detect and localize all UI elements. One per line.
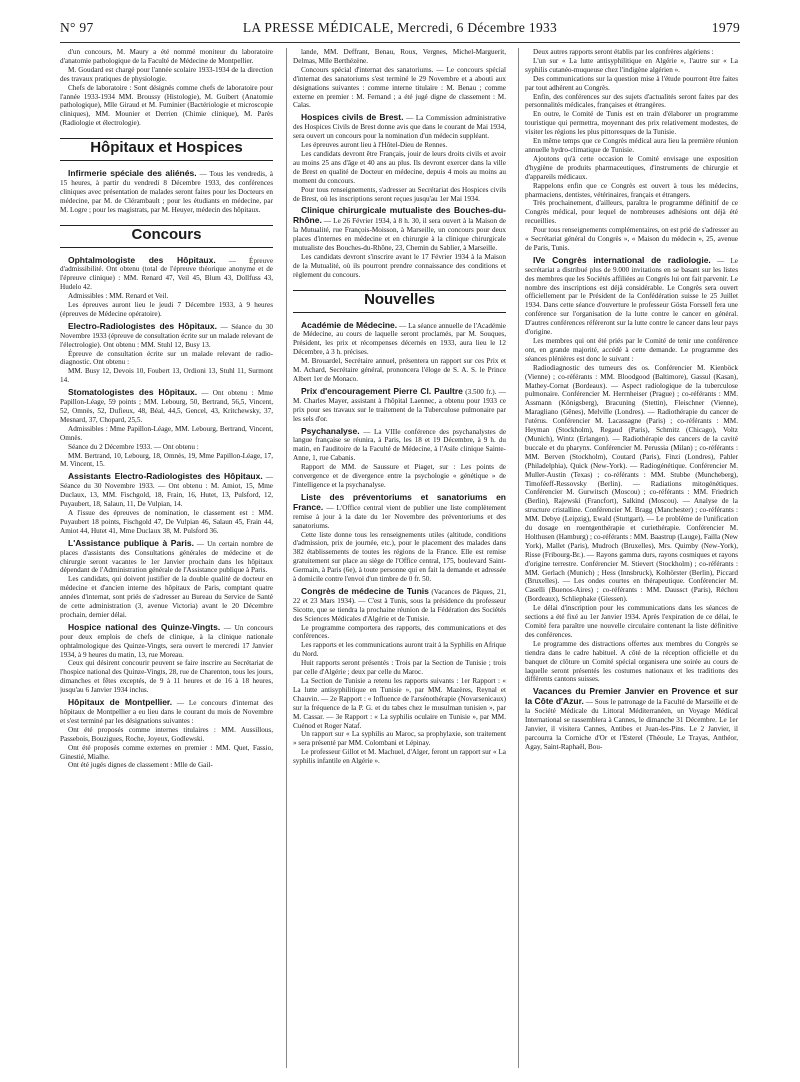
paragraph: lande, MM. Deffrant, Benau, Roux, Vergnes, Michel-Marguerit, Delmas, Mlle Berthézène.	[293, 48, 506, 65]
paragraph: Enfin, des conférences sur des sujets d'actualités seront faites par des personnalités médicales, françaises et étrangères.	[525, 92, 738, 110]
paragraph: Le professeur Gillot et M. Machuel, d'Alger, feront un rapport sur « La syphilis infantile en Algérie ».	[293, 748, 506, 766]
paragraph: Ajoutons qu'à cette occasion le Comité envisage une exposition d'hygiène de produits pharmaceutiques, d'instruments de chirurgie et d'appareils médicaux.	[525, 154, 738, 181]
paragraph: Le programme des distractions offertes aux membres du Congrès se tiendra dans le cadre habituel. A côté de la réception officielle et du banquet de clôture un Comité spécial organisera une soirée au cours de laquelle seront présentés les costumes nationaux et les traditions des différents cantons suisses.	[525, 639, 738, 684]
paragraph: M. Goudard est chargé pour l'année scolaire 1933-1934 de la direction des travaux pratiques de physiologie.	[60, 65, 273, 83]
article-heading: L'Assistance publique à Paris.	[68, 537, 194, 548]
page-number: 1979	[711, 20, 740, 35]
column-divider	[286, 48, 287, 1068]
paragraph: d'un concours, M. Maury a été nommé moniteur du laboratoire d'anatomie pathologique de la Faculté de Médecine de Montpellier.	[60, 48, 273, 65]
article-heading: Hospice national des Quinze-Vingts.	[68, 621, 221, 632]
article-heading: Liste des préventoriums et sanatoriums en France.	[293, 491, 506, 512]
article: Hôpitaux de Montpellier. — Le concours d'internat des hôpitaux de Montpellier a eu lieu dans le courant du mois de Novembre et s'est terminé par les désignations suivantes :	[60, 697, 273, 725]
paragraph: Ont été proposés comme externes en premier : MM. Quet, Fassio, Ginestié, Mialhe.	[60, 743, 273, 761]
paragraph: Les rapports et les communications auront trait à la Syphilis en Afrique du Nord.	[293, 641, 506, 659]
article-heading: Hospices civils de Brest.	[301, 112, 404, 123]
article-heading: Assistants Electro-Radiologistes des Hôpitaux.	[68, 471, 263, 482]
paragraph: Les candidats devront être Français, jouir de leurs droits civils et avoir au moins 25 ans d'âge et 40 ans au plus. Ils devront exercer dans la ville de Brest en qualité de Docteur en médecine, depuis 4 mois au moins au moment du concours.	[293, 149, 506, 185]
paragraph: Deux autres rapports seront établis par les confrères algériens :	[533, 48, 714, 56]
column-divider	[518, 48, 519, 1068]
paragraph: En même temps que ce Congrès médical aura lieu la première réunion annuelle hydro-climatique de Tunisie.	[525, 137, 738, 154]
paragraph: MM. Busy 12, Devois 10, Foubert 13, Ordioni 13, Stuhl 11, Surmont 14.	[60, 367, 273, 385]
article: Electro-Radiologistes des Hôpitaux. — Séance du 30 Novembre 1933 (épreuve de consultation écrite sur un malade relevant de l'électrologie). Ont obtenu : MM. Stuhl 12, Busy 13.	[60, 320, 273, 349]
paragraph: Le délai d'inscription pour les communications dans les séances de sections a été fixé au 1er Janvier 1934. Après l'expiration de ce délai, le Comité fera paraître une nouvelle circulaire contenant la liste définitive des conférences.	[525, 604, 738, 639]
header-rule	[60, 42, 740, 43]
paragraph: Ont été jugés dignes de classement : Mlle de Gail-	[68, 761, 213, 770]
article: Liste des préventoriums et sanatoriums en France. — L'Office central vient de publier une liste complètement remise à jour à la date du 1er Novembre des préventoriums et des sanatoriums.	[293, 491, 506, 530]
article: L'Assistance publique à Paris. — Un certain nombre de places d'assistants des Consultations générales de médecine et de chirurgie seront vacantes le 1er Janvier prochain dans les hôpitaux dépendant de l'Administration générale de l'Assistance publique à Paris.	[60, 537, 273, 575]
article: Clinique chirurgicale mutualiste des Bouches-du-Rhône. — Le 26 Février 1934, à 8 h. 30, il sera ouvert à la Maison de la Mutualité, rue François-Moisson, à Marseille, un concours pour deux places d'internes en médecine et en chirurgie à la clinique chirurgicale mutualiste des Bouches-du-Rhône, 23, Chemin du Sablier, à Marseille.	[293, 205, 506, 253]
paragraph: Les membres qui ont été priés par le Comité de tenir une conférence ont, en grande majorité, accédé à cette demande. Le programme des séances plénières est donc le suivant :	[525, 337, 738, 363]
article-heading: Vacances du Premier Janvier en Provence et sur la Côte d'Azur.	[525, 686, 738, 707]
article-heading: Psychanalyse.	[301, 425, 360, 436]
article-heading: Ophtalmologiste des Hôpitaux.	[68, 254, 216, 265]
article: Hospices civils de Brest. — La Commission administrative des Hospices Civils de Brest donne avis que dans le courant de Mai 1934, sera ouvert un concours pour la nomination d'un médecin suppléant.	[293, 112, 506, 141]
article: Hospice national des Quinze-Vingts. — Un concours pour deux emplois de chefs de clinique, à la clinique nationale ophtalmologique des Quinze-Vingts, sera ouvert le mercredi 17 Janvier 1934, à 9 heures du matin, 13, rue Moreau.	[60, 621, 273, 659]
article: Ophtalmologiste des Hôpitaux. — Épreuve d'admissibilité. Ont obtenu (total de l'épreuve théorique anonyme et de l'épreuve clinique) : MM. Renard 47, Veil 45, Blum 43, Dollfuss 43, Hudelo 42.	[60, 254, 273, 292]
article: Assistants Electro-Radiologistes des Hôpitaux. — Séance du 30 Novembre 1933. — Ont obtenu : M. Amiot, 15, Mme Duclaux, 13, MM. Fischgold, 18, Frain, 16, Hutet, 13, Pulsford, 12, Puyaubert, 18, Salaun, 11, De Vulpian, 14.	[60, 471, 273, 509]
paragraph: Radiodiagnostic des tumeurs des os. Conférencier M. Kienböck (Vienne) ; co-référants : MM. Bloodgood (Baltimore), Gassul (Kasan), Mathey-Cornat (Bordeaux). — Aspect radiologique de la tuberculose pulmonaire. Conférencier M. Herrnheiser (Prague) ; co-référants : MM. Assmann (Königsberg), Bracuning (Stettin), Fleischner (Vienne), Maragliano (Gênes), Melville (Londres). — Radiothérapie du cancer de l'utérus. Conférencier M. Lacassagne (Paris) ; co-référants : MM. Heyman (Stockholm), Regaud (Paris), Schmitz (Chicago), Voltz (Munich), Wintz (Erlangen). — Radiothérapie des cancers de la cavité buccale et du pharynx. Conférencier M. Perussia (Milan) ; co-référants : MM. Berven (Stockholm), Coutard (Paris), Finzi (Londres), Pahler (Philadelphia), Quick (New-York). — Radiogénétique. Conférencier M. Muller-Austin (Texas) ; co-référants : MM. Stubbe (Muncheberg), Timoféeff-Ressovsky (Berlin). — Radiations mitogénétiques. Conférencier M. Gurwitsch (Moscou) ; co-référants : MM. Friedrich (Berlin), Rajewski (Francfort), Salkind (Moscou). — Analyse de la structure cristalline. Conférencier M. Bragg (Manchester) ; co-référants : MM. Debye (Leipzig), Ewald (Stuttgart). — Le problème de l'unification du dosage en roentgenthérapie et curiethérapie. Conférencier M. Holthusen (Hamburg) ; co-référants : MM. Baastrup (Lauge), Failla (New York), Mallet (Paris), Mudroch (Bruxelles), Mrs. Quimby (New-York), Risse (Fribourg-Br.). — Rayons gamma durs, rayons cosmiques et rayons d'origine terrestre. Conférencier M. Stievert (Stockholm) ; co-référants : MM. Gerlach (Munich) ; Hess (Innsbruck), Kolhörster (Berlin), Piccard (Bruxelles). — Les ondes courtes en thérapeutique. Conférencier M. Caselli (Buenos-Aires) ; co-référants : MM. Daussct (Paris), Réchou (Bordeaux), Schliephake (Giessen).	[525, 363, 738, 604]
paragraph: L'un sur « La lutte antisyphilitique en Algérie », l'autre sur « La syphilis cutanéo-muqueuse chez l'indigène algérien ».	[525, 56, 738, 74]
article: Congrès de médecine de Tunis (Vacances de Pâques, 21, 22 et 23 Mars 1934). — C'est à Tunis, sous la présidence du professeur Sicotte, que se tiendra la prochaine réunion de la Fédération des Sociétés des Sciences Médicales d'Algérie et de Tunisie.	[293, 585, 506, 623]
paragraph: Les candidats devront s'inscrire avant le 17 Février 1934 à la Maison de la Mutualité, où ils pourront prendre connaissance des conditions et règlement du concours.	[293, 252, 506, 279]
paragraph: Les candidats, qui doivent justifier de la double qualité de docteur en médecine et d'ancien interne des hôpitaux de Paris, comptant quatre années d'internat, sont priés de s'adresser au Bureau du Service de Santé de cette administration (3, avenue Victoria) avant le 20 Décembre prochain, dernier délai.	[60, 575, 273, 619]
paragraph: Chefs de laboratoire : Sont désignés comme chefs de laboratoire pour l'année 1933-1934 MM. Broussy (Histologie), M. Guibert (Anatomie pathologique), Mlle Giraud et M. Fuminier (Bactériologie et microscopie cliniques), MM. Mounier et Derrien (Chimie clinique), M. Parès (Radiologie et électrologie).	[60, 83, 273, 128]
section-heading: Concours	[60, 225, 273, 248]
article: Stomatologistes des Hôpitaux. — Ont obtenu : Mme Papillon-Léage, 59 points ; MM. Lebourg, 50, Bertrand, 56,5, Vincent, 52, Omnès, 52, Dufieux, 48, Béal, 44,5, Gencel, 43, Kritchewsky, 37, Mesnard, 37, Chopard, 25,5.	[60, 387, 273, 424]
paragraph: Admissibles : Mme Papillon-Léage, MM. Lebourg, Bertrand, Vincent, Omnès.	[60, 424, 273, 442]
article-heading: Stomatologistes des Hôpitaux.	[68, 387, 198, 398]
article-heading: Hôpitaux de Montpellier.	[68, 697, 173, 708]
column-3	[525, 48, 738, 1068]
journal-title: LA PRESSE MÉDICALE, Mercredi, 6 Décembre 1933	[242, 20, 558, 35]
paragraph: Cette liste donne tous les renseignements utiles (altitude, conditions d'admission, prix de journée, etc.), pour le placement des malades dans 382 établissements de toutes les régions de la France. Elle est remise gratuitement sur place au siège de l'Office central, 175, boulevard Saint-Germain, à Paris (6e), à toute personne qui en fait la demande et adressée à domicile contre l'envoi d'un timbre de 0 fr. 50.	[293, 530, 506, 584]
article: Psychanalyse. — La VIIIe conférence des psychanalystes de langue française se réunira, à Paris, les 18 et 19 Décembre, à 9 h. du matin, en l'auditoire de la Faculté de Médecine, à l'Asile clinique Sainte-Anne, 1, rue Cabanis.	[293, 425, 506, 463]
page-header	[60, 20, 740, 42]
issue-number: N° 97	[60, 20, 94, 35]
paragraph: En outre, le Comité de Tunis est en train d'élaborer un programme touristique qui permettra, moyennant des prix relativement modestes, de visiter les régions les plus pittoresques de la Tunisie.	[525, 110, 738, 137]
section-heading: Hôpitaux et Hospices	[60, 138, 273, 161]
article-heading: Académie de Médecine.	[301, 319, 398, 330]
paragraph: Pour tous renseignements complémentaires, on est prié de s'adresser au « Secrétariat général du Congrès », « Maison du médecin », 25, avenue de Paris, Tunis.	[525, 226, 738, 252]
paragraph: Rappelons enfin que ce Congrès est ouvert à tous les médecins, pharmaciens, dentistes, vétérinaires, français et étrangers.	[525, 181, 738, 199]
paragraph: Un rapport sur « La syphilis au Maroc, sa prophylaxie, son traitement » sera présenté par MM. Colombani et Lépinay.	[293, 730, 506, 748]
paragraph: Ont été proposés comme internes titulaires : MM. Aussillous, Passebois, Bouzigues, Roche, Joyeux, Godlewski.	[60, 725, 273, 743]
column-2	[293, 48, 506, 1068]
section-heading: Nouvelles	[293, 290, 506, 313]
article: Vacances du Premier Janvier en Provence et sur la Côte d'Azur. — Sous le patronage de la Faculté de Marseille et de la Société Médicale du Littoral Méditerranéen, un Voyage Médical International se rassemblera à Cannes, le dimanche 31 Décembre. Le 1er Janvier, il visitera Cannes, Antibes et Juan-les-Pins. Le 2 Janvier, il parcourra la Corniche d'Or et l'Esterel (Théoule, Le Trayas, Anthéor, Agay, Saint-Raphaël, Bou-	[525, 686, 738, 751]
paragraph: Épreuve de consultation écrite sur un malade relevant de radio-diagnostic. Ont obtenu :	[60, 349, 273, 367]
paragraph: Admissibles : MM. Renard et Veil.	[68, 292, 169, 301]
article-heading: Prix d'encouragement Pierre Cl. Paultre	[301, 385, 463, 396]
paragraph: Des communications sur la question mise à l'étude pourront être faites par tout adhérent au Congrès.	[525, 74, 738, 92]
paragraph: Huit rapports seront présentés : Trois par la Section de Tunisie ; trois par celle d'Algérie ; deux par celle du Maroc.	[293, 659, 506, 677]
paragraph: Rapport de MM. de Saussure et Piaget, sur : Les points de convergence et de divergence entre la psychologie « génétique » de l'intelligence et la psychanalyse.	[293, 463, 506, 489]
paragraph: Pour tous renseignements, s'adresser au Secrétariat des Hospices civils de Brest, où les inscriptions seront reçues jusqu'au 1er Mai 1934.	[293, 185, 506, 203]
paragraph: M. Brouardel, Secrétaire annuel, présentera un rapport sur ces Prix et M. Achard, Secrétaire général, prononcera l'éloge de S. A. S. le Prince Albert 1er de Monaco.	[293, 357, 506, 383]
paragraph: Très prochainement, d'ailleurs, paraîtra le programme définitif de ce Congrès médical, pour lequel de nombreuses adhésions ont déjà été recueillies.	[525, 199, 738, 226]
article-heading: Infirmerie spéciale des aliénés.	[68, 168, 197, 179]
paragraph: Ceux qui désirent concourir peuvent se faire inscrire au Secrétariat de l'hospice national des Quinze-Vingts, 28, rue de Charenton, tous les jours, dimanches et fêtes exceptés, de 9 à 11 heures et de 16 à 18 heures, jusqu'au 6 Janvier 1934 inclus.	[60, 659, 273, 695]
paragraph: Séance du 2 Décembre 1933. — Ont obtenu :	[68, 442, 199, 451]
paragraph: La Section de Tunisie a retenu les rapports suivants : 1er Rapport : « La lutte antisyphilitique en Tunisie », par MM. Mazères, Reynal et Chauvin. — 2e Rapport : « Influence de l'arsénothérapie (Novarsenicaux) sur la fréquence de la P. G. et du tabes chez le musulman tunisien », par M. Cassar. — 3e Rapport : « La syphilis oculaire en Tunisie », par MM. Cuénod et Roger Nataf.	[293, 677, 506, 730]
article-heading: Clinique chirurgicale mutualiste des Bouches-du-Rhône.	[293, 205, 506, 226]
article: Prix d'encouragement Pierre Cl. Paultre (3.500 fr.). — M. Charles Mayer, assistant à l'hôpital Laennec, a obtenu pour 1933 ce prix pour ses travaux sur le traitement de la Tuberculose pulmonaire par les sels d'or.	[293, 385, 506, 423]
article-heading: Congrès de médecine de Tunis	[301, 585, 429, 596]
article-heading: Electro-Radiologistes des Hôpitaux.	[68, 320, 217, 331]
paragraph: A l'issue des épreuves de nomination, le classement est : MM. Puyaubert 18 points, Fischgold 47, De Vulpian 46, Salaun 45, Frain 44, Amiot 44, Hutet 41, Mme Duclaux 38, M. Pulsford 36.	[60, 508, 273, 535]
article: Infirmerie spéciale des aliénés. — Tous les vendredis, à 15 heures, à partir du vendredi 8 Décembre 1933, des conférences cliniques avec présentation de malades seront faites pour les Docteurs en médecine, par M. de Clérambault ; pour les étudiants en médecine, par M. Logre ; pour les magistrats, par M. Heuyer, médecin des hôpitaux.	[60, 168, 273, 214]
article: IVe Congrès international de radiologie. — Le secrétariat a distribué plus de 9.000 invitations en se basant sur les listes des membres que les Sociétés affiliées au Congrès lui ont fait parvenir. Le nombre des inscriptions est déjà considérable. Le Congrès sera ouvert officiellement par le Président de la Confédération suisse le 25 Juillet 1934. Dans cette séance d'ouverture le professeur Gösta Forssell fera une conférence sur l'organisation de la lutte contre le cancer en général. D'autres conférences référeront sur la lutte contre le cancer dans leur pays d'origine.	[525, 254, 738, 337]
article-heading: IVe Congrès international de radiologie.	[533, 254, 711, 265]
column-1	[60, 48, 273, 1068]
paragraph: MM. Bertrand, 10, Lebourg, 18, Omnès, 19, Mme Papillon-Léage, 17, M. Vincent, 15.	[60, 451, 273, 469]
paragraph: Le programme comportera des rapports, des communications et des conférences.	[293, 623, 506, 641]
article: Académie de Médecine. — La séance annuelle de l'Académie de Médecine, au cours de laquelle seront proclamés, par M. Souques, Président, les prix et récompenses décernés en 1933, aura lieu le 12 Décembre, à 3 h. précises.	[293, 319, 506, 357]
paragraph: Les épreuves auront lieu le jeudi 7 Décembre 1933, à 9 heures (épreuves de Médecine opératoire).	[60, 301, 273, 318]
paragraph: Les épreuves auront lieu à l'Hôtel-Dieu de Rennes.	[301, 141, 448, 150]
paragraph: Concours spécial d'internat des sanatoriums. — Le concours spécial d'internat des sanatoriums s'est terminé le 29 Novembre et a abouti aux désignations suivantes : comme interne titulaire : M. Benau ; comme externe en premier : M. Fernand ; a été jugé digne de classement : M. Calas.	[293, 65, 506, 110]
